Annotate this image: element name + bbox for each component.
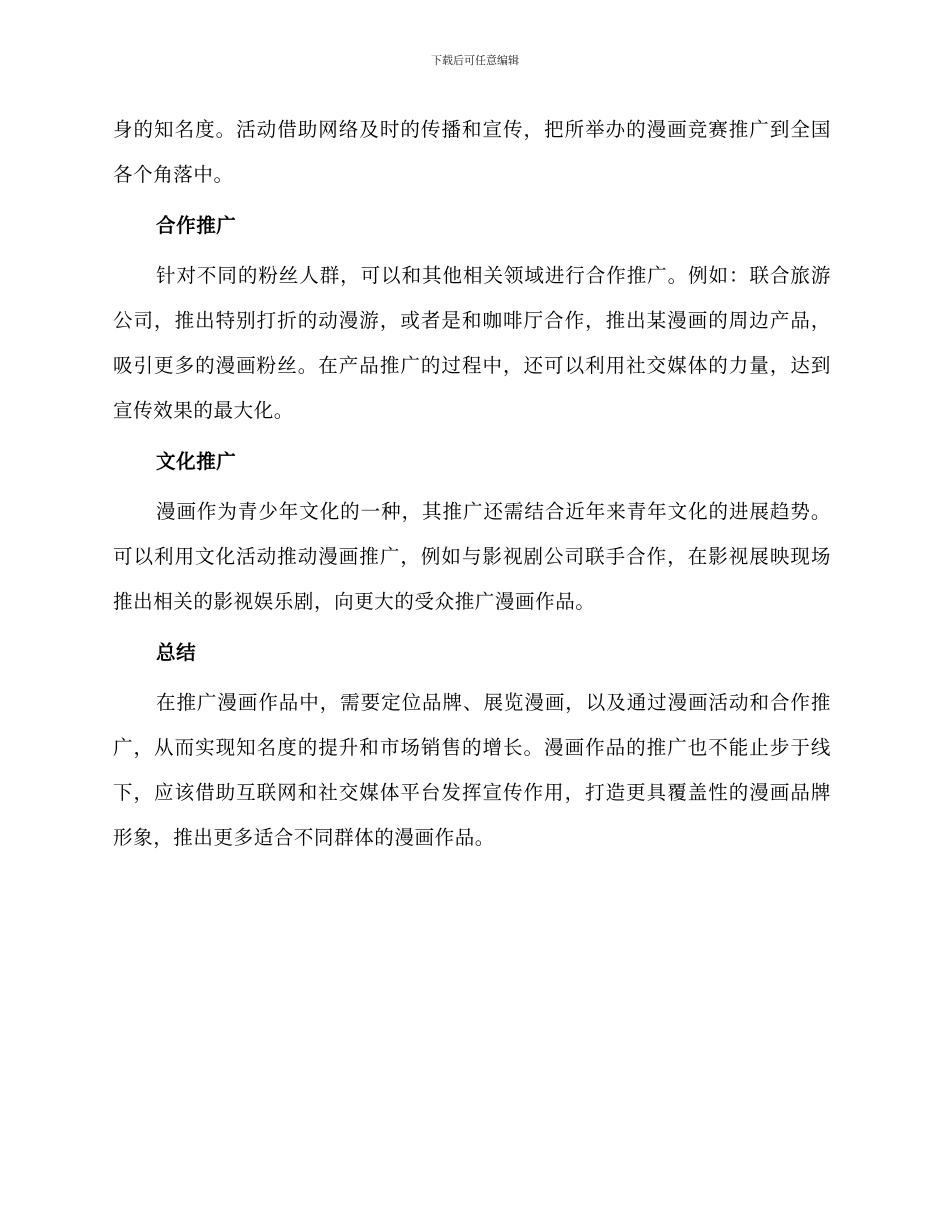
- culture-paragraph: 漫画作为青少年文化的一种，其推广还需结合近年来青年文化的进展趋势。可以利用文化活动推动漫画推广，例如与影视剧公司联手合作，在影视展映现场推出相关的影视娱乐剧，向更大的受众推广漫画作品。: [113, 500, 831, 613]
- summary-heading: 总结: [156, 641, 197, 664]
- document-body: [113, 107, 831, 860]
- cooperation-heading: 合作推广: [156, 214, 237, 237]
- summary-paragraph: 在推广漫画作品中，需要定位品牌、展览漫画，以及通过漫画活动和合作推广，从而实现知名度的提升和市场销售的增长。漫画作品的推广也不能止步于线下，应该借助互联网和社交媒体平台发挥宣传作用，打造更具覆盖性的漫画品牌形象，推出更多适合不同群体的漫画作品。: [113, 691, 831, 849]
- intro-paragraph: 身的知名度。活动借助网络及时的传播和宣传，把所举办的漫画竞赛推广到全国各个角落中。: [113, 118, 831, 186]
- culture-heading: 文化推广: [156, 450, 237, 473]
- cooperation-paragraph: 针对不同的粉丝人群，可以和其他相关领域进行合作推广。例如：联合旅游公司，推出特别打折的动漫游，或者是和咖啡厅合作，推出某漫画的周边产品，吸引更多的漫画粉丝。在产品推广的过程中，还可以利用社交媒体的力量，达到宣传效果的最大化。: [113, 264, 831, 422]
- page-header: 下载后可任意编辑: [431, 54, 519, 67]
